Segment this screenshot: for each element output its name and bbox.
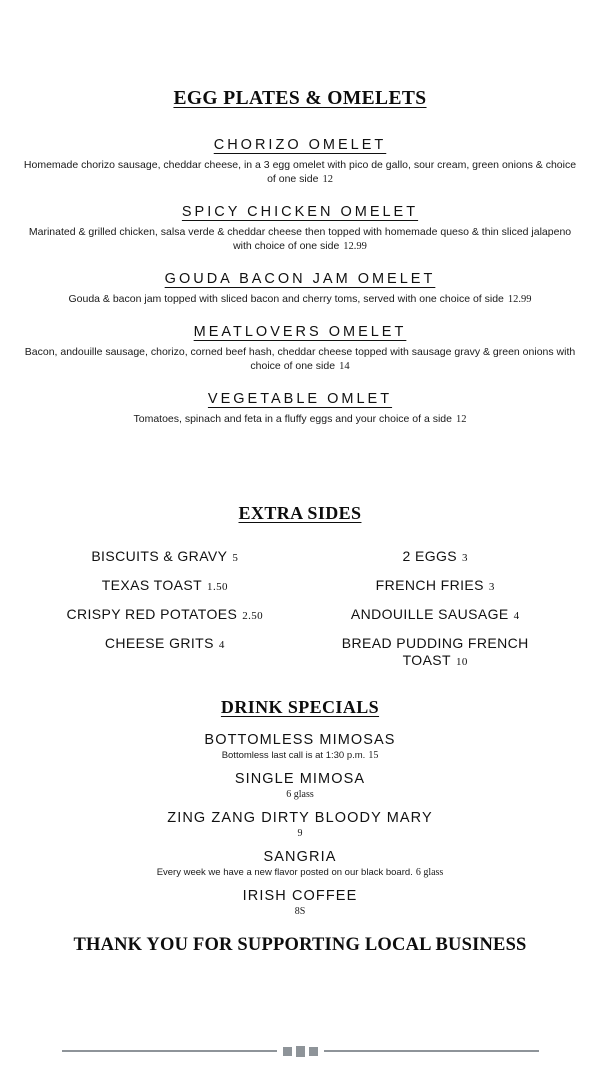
drink-item-name: SANGRIA — [263, 849, 337, 865]
menu-item-description — [20, 412, 580, 427]
drink-item-price: 6 glass — [286, 789, 314, 800]
side-item — [91, 548, 238, 567]
menu-item — [18, 323, 582, 374]
side-item — [105, 635, 225, 654]
side-item — [102, 577, 228, 596]
menu-item-description — [20, 292, 580, 307]
menu-item-name: MEATLOVERS OMELET — [193, 324, 407, 340]
menu-item-description — [20, 158, 580, 187]
side-item-name: FRENCH FRIES — [375, 577, 484, 593]
drink-item-name: SINGLE MIMOSA — [234, 771, 366, 787]
menu-item-description-text: Marinated & grilled chicken, salsa verde & cheddar cheese then topped with homemade queso & thin sliced jalapeno with choice of one side — [28, 226, 572, 252]
drink-item — [18, 810, 582, 839]
side-item-price: 3 — [488, 581, 495, 593]
menu-item — [18, 270, 582, 307]
menu-item-name: SPICY CHICKEN OMELET — [181, 204, 419, 220]
side-item — [351, 606, 520, 625]
drink-item-subtext — [18, 750, 582, 761]
side-item-name: BISCUITS & GRAVY — [91, 548, 228, 564]
menu-item — [18, 136, 582, 187]
side-item-price: 1.50 — [207, 581, 228, 593]
menu-item-description-text: Homemade chorizo sausage, cheddar cheese, in a 3 egg omelet with pico de gallo, sour cream, green onions & choice of one side — [23, 159, 577, 185]
menu-item-price: 12.99 — [507, 294, 532, 305]
spacer — [18, 443, 582, 503]
side-item — [376, 577, 495, 596]
drink-item-price: 15 — [368, 750, 379, 761]
ornament-block — [283, 1047, 292, 1056]
menu-item — [18, 390, 582, 427]
menu-item-name: VEGETABLE OMLET — [207, 391, 393, 407]
side-item-price: 4 — [218, 639, 225, 651]
drink-item — [18, 732, 582, 761]
side-item-price: 5 — [232, 552, 239, 564]
menu-item-name: GOUDA BACON JAM OMELET — [164, 271, 436, 287]
drink-specials-list — [18, 732, 582, 917]
drink-item-name: IRISH COFFEE — [242, 888, 358, 904]
ornament-block — [309, 1047, 318, 1056]
side-item-name: BREAD PUDDING FRENCH TOAST — [341, 635, 529, 668]
menu-item-description — [20, 345, 580, 374]
footer-thank-you-note: THANK YOU FOR SUPPORTING LOCAL BUSINESS — [73, 935, 527, 955]
menu-item-price: 12.99 — [343, 241, 367, 252]
menu-item-name: CHORIZO OMELET — [213, 137, 387, 153]
spacer — [18, 671, 582, 697]
side-item-name: TEXAS TOAST — [101, 577, 203, 593]
section-title-egg-plates: EGG PLATES & OMELETS — [173, 88, 427, 109]
ornament-line-left — [62, 1050, 277, 1052]
egg-plates-list — [18, 136, 582, 427]
section-title-extra-sides: EXTRA SIDES — [238, 503, 362, 523]
extra-sides-columns — [18, 548, 582, 671]
menu-item-price: 12 — [456, 414, 467, 425]
menu-item-description-text: Bacon, andouille sausage, chorizo, corned beef hash, cheddar cheese topped with sausage gravy & green onions with choice of one side — [24, 346, 576, 372]
side-item-name: 2 EGGS — [402, 548, 458, 564]
ornament-block — [296, 1046, 305, 1057]
menu-item-price: 12 — [322, 174, 333, 185]
side-item-name: CRISPY RED POTATOES — [66, 606, 238, 622]
side-item — [402, 548, 467, 567]
drink-item — [18, 888, 582, 917]
side-item-name: CHEESE GRITS — [104, 635, 214, 651]
menu-item — [18, 203, 582, 254]
drink-item — [18, 849, 582, 878]
side-item — [67, 606, 264, 625]
drink-item-subtext — [18, 867, 582, 878]
ornament-line-right — [324, 1050, 539, 1052]
drink-item-note: Bottomless last call is at 1:30 p.m. — [221, 750, 366, 761]
section-title-drink-specials: DRINK SPECIALS — [220, 697, 380, 717]
side-item — [310, 635, 560, 671]
side-item-price: 4 — [513, 610, 520, 622]
extra-sides-right-column — [310, 548, 560, 671]
menu-item-price: 14 — [339, 361, 350, 372]
side-item-price: 10 — [456, 656, 468, 668]
drink-item-note: Every week we have a new flavor posted on our black board. — [156, 867, 413, 878]
ornament-blocks — [283, 1046, 318, 1057]
drink-item-name: BOTTOMLESS MIMOSAS — [204, 732, 396, 748]
drink-item-price: 8S — [294, 906, 306, 917]
side-item-price: 2.50 — [242, 610, 264, 622]
side-item-price: 3 — [462, 552, 468, 564]
drink-item-price: 9 — [297, 828, 303, 839]
menu-item-description-text: Gouda & bacon jam topped with sliced bacon and cherry toms, served with one choice of side — [68, 293, 504, 305]
extra-sides-left-column — [40, 548, 290, 654]
menu-item-description-text: Tomatoes, spinach and feta in a fluffy eggs and your choice of a side — [133, 413, 452, 425]
drink-item — [18, 771, 582, 800]
side-item-name: ANDOUILLE SAUSAGE — [350, 606, 509, 622]
drink-item-price: 6 glass — [415, 867, 444, 878]
menu-page — [0, 88, 600, 1082]
drink-item-name: ZING ZANG DIRTY BLOODY MARY — [167, 810, 433, 826]
bottom-ornament — [0, 1042, 600, 1060]
menu-item-description — [20, 225, 580, 254]
